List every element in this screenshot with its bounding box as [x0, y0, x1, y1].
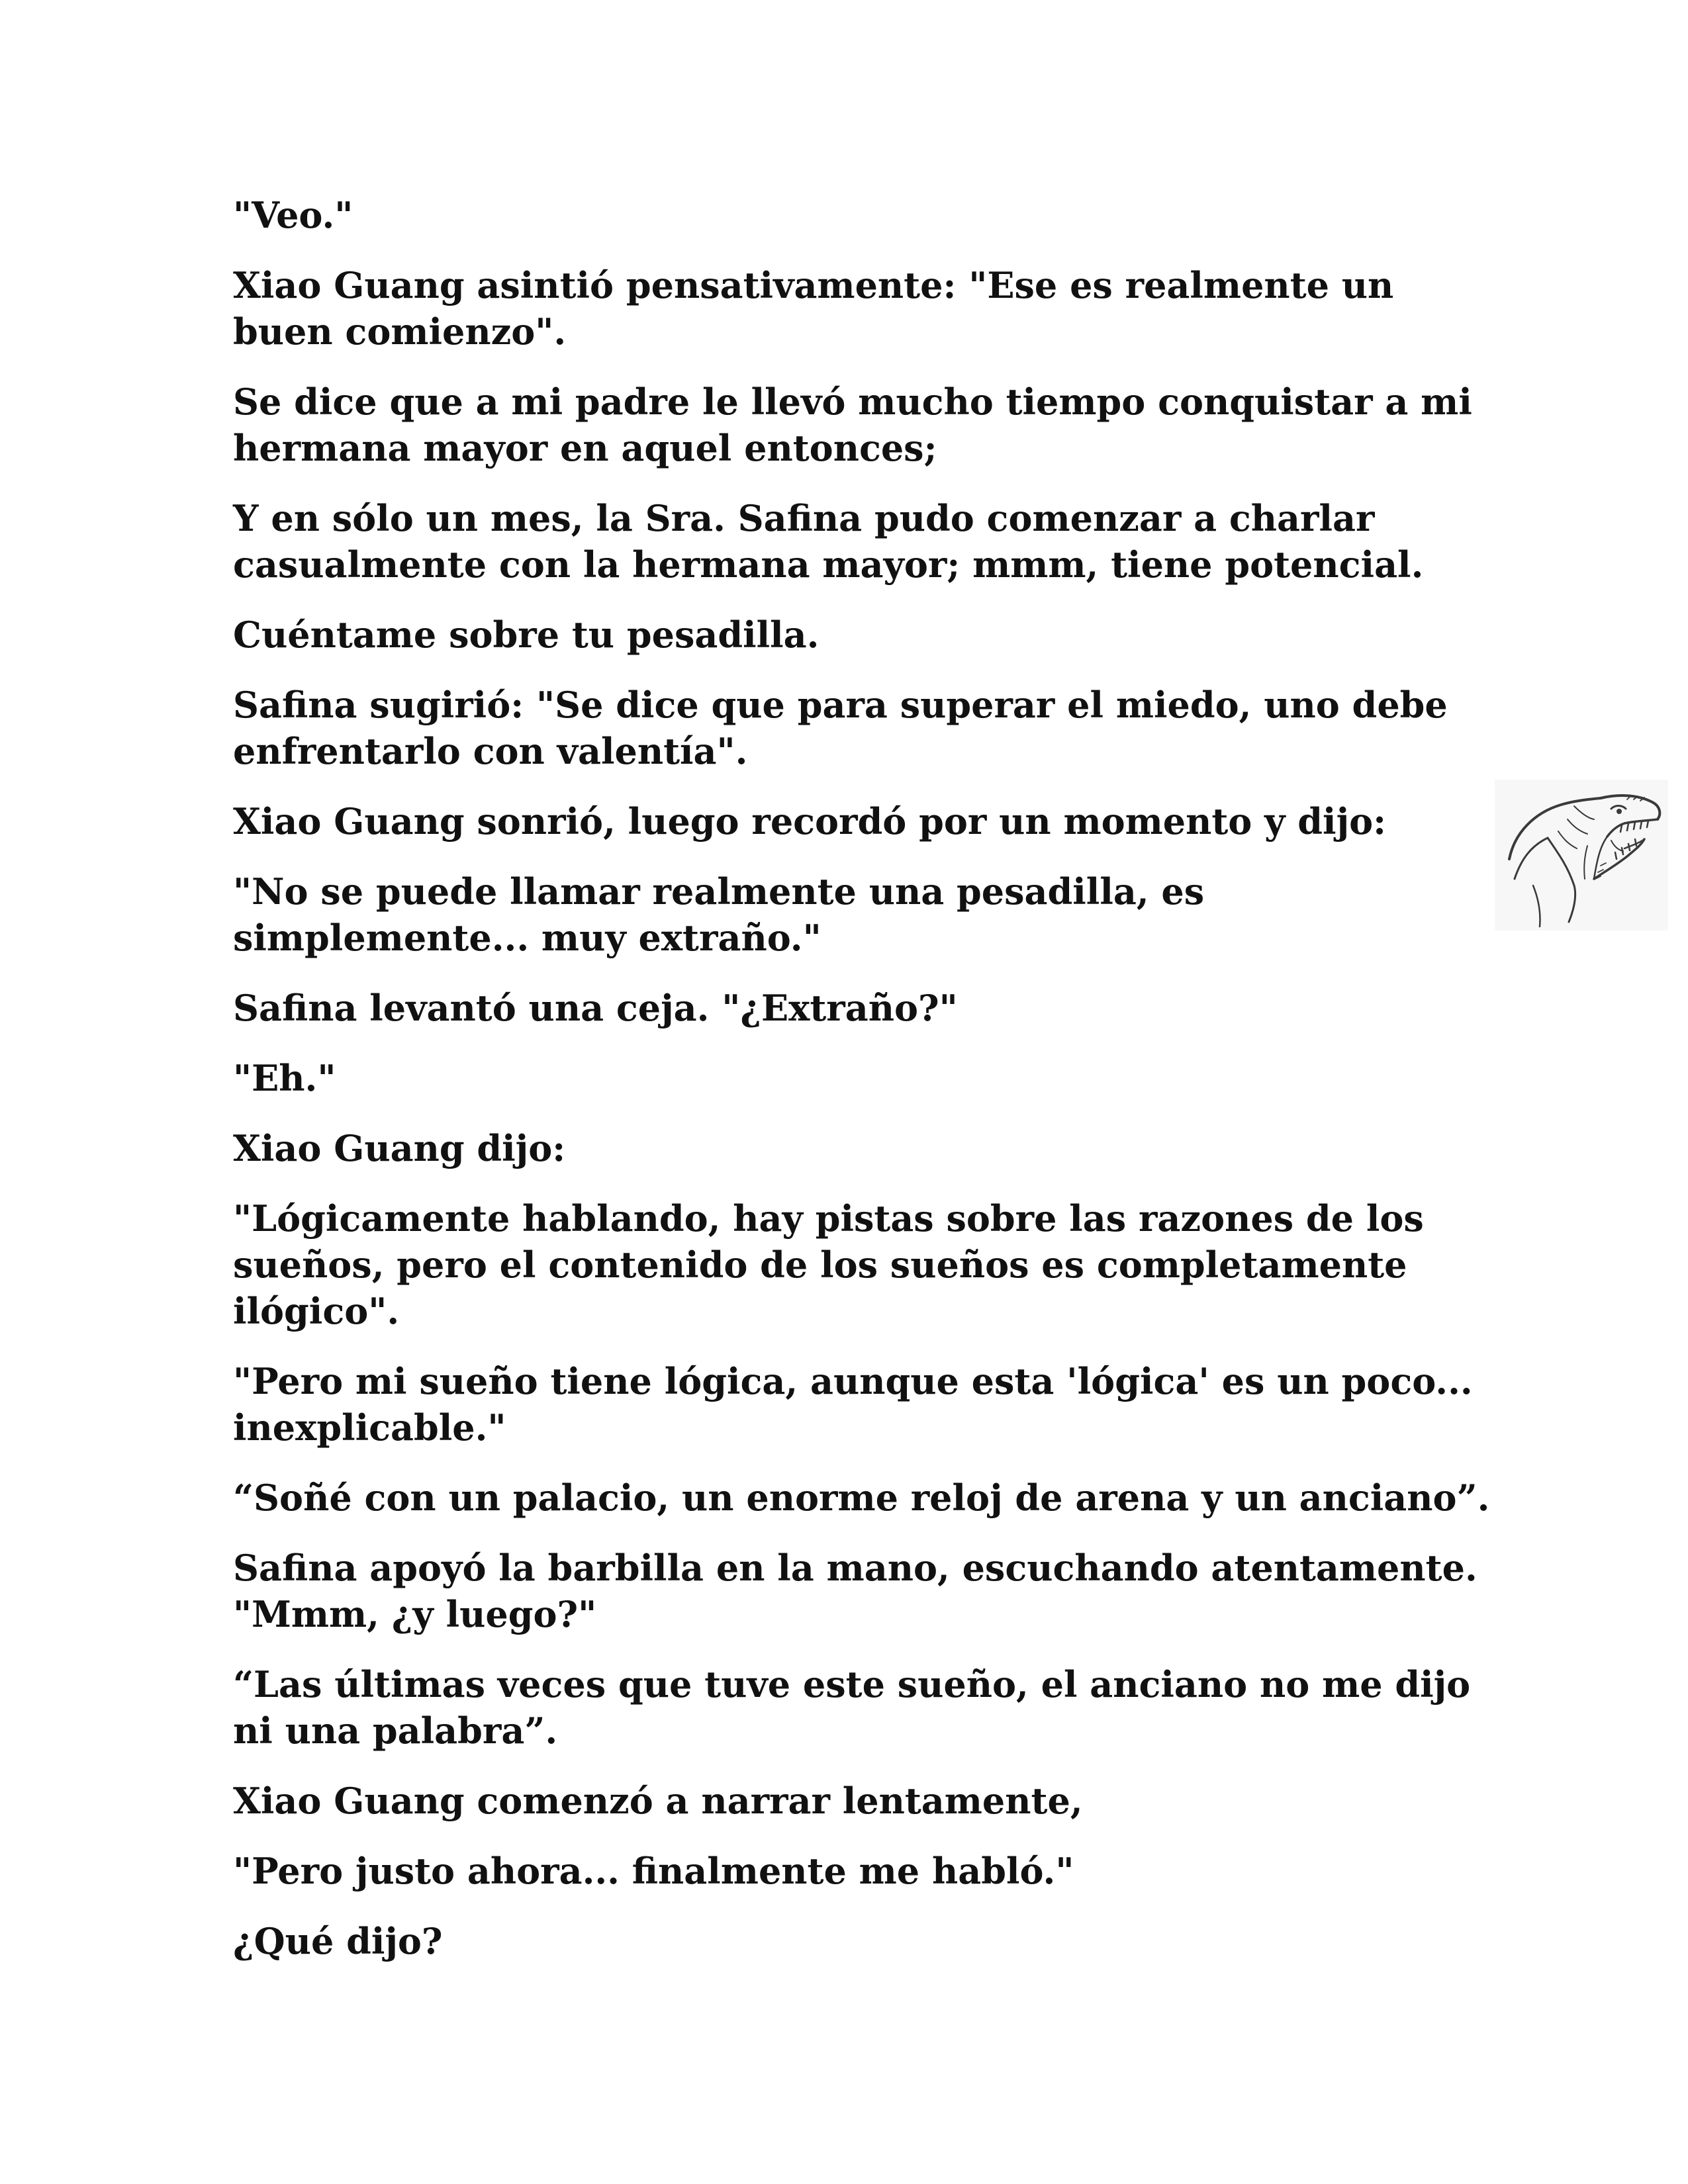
text-line: Xiao Guang sonrió, luego recordó por un momento y dijo:: [233, 800, 1387, 842]
paragraph: [233, 1125, 1464, 1171]
paragraph: [233, 1358, 1473, 1451]
paragraph: [233, 985, 1464, 1031]
text-line: enfrentarlo con valentía".: [233, 730, 748, 772]
paragraph: [233, 495, 1464, 588]
paragraph: [233, 1848, 1464, 1894]
text-line: Xiao Guang asintió pensativamente: "Ese es realmente un: [233, 264, 1394, 306]
paragraph: [233, 682, 1464, 774]
text-line: simplemente... muy extraño.": [233, 917, 821, 959]
text-line: "Lógicamente hablando, hay pistas sobre las razones de los: [233, 1197, 1424, 1240]
text-line: "Veo.": [233, 194, 353, 236]
text-line: Xiao Guang dijo:: [233, 1127, 566, 1169]
text-line: Safina levantó una ceja. "¿Extraño?": [233, 987, 958, 1029]
text-line: inexplicable.": [233, 1406, 506, 1449]
text-line: Se dice que a mi padre le llevó mucho tiempo conquistar a mi: [233, 381, 1472, 423]
text-line: casualmente con la hermana mayor; mmm, tiene potencial.: [233, 543, 1424, 586]
text-line: "Pero mi sueño tiene lógica, aunque esta 'lógica' es un poco...: [233, 1360, 1473, 1402]
text-line: buen comienzo".: [233, 310, 567, 353]
dinosaur-sketch-icon: [1495, 780, 1668, 931]
paragraph: [233, 1918, 1464, 1964]
paragraph: [233, 1195, 1464, 1334]
paragraph: [233, 798, 1464, 844]
text-line: “Soñé con un palacio, un enorme reloj de arena y un anciano”.: [233, 1477, 1490, 1519]
text-line: Y en sólo un mes, la Sra. Safina pudo comenzar a charlar: [233, 497, 1375, 539]
text-line: "Pero justo ahora... finalmente me habló.": [233, 1850, 1074, 1892]
paragraph: [233, 1055, 1464, 1101]
text-line: ilógico".: [233, 1290, 400, 1332]
text-line: "Eh.": [233, 1057, 336, 1099]
paragraph: [233, 1545, 1477, 1637]
paragraph: [233, 379, 1472, 471]
text-line: "No se puede llamar realmente una pesadilla, es: [233, 870, 1205, 913]
text-line: hermana mayor en aquel entonces;: [233, 427, 937, 469]
body-text: [233, 192, 1490, 1988]
text-line: Safina apoyó la barbilla en la mano, escuchando atentamente.: [233, 1547, 1477, 1589]
text-line: “Las últimas veces que tuve este sueño, el anciano no me dijo: [233, 1663, 1471, 1706]
paragraph: [233, 1778, 1464, 1824]
paragraph: [233, 1475, 1490, 1521]
text-line: sueños, pero el contenido de los sueños es completamente: [233, 1244, 1407, 1286]
text-line: ni una palabra”.: [233, 1709, 558, 1752]
text-line: Safina sugirió: "Se dice que para superar el miedo, uno debe: [233, 684, 1448, 726]
text-line: ¿Qué dijo?: [233, 1920, 443, 1962]
paragraph: [233, 1661, 1471, 1754]
paragraph: [233, 262, 1464, 355]
text-line: "Mmm, ¿y luego?": [233, 1593, 597, 1635]
text-line: Cuéntame sobre tu pesadilla.: [233, 614, 820, 656]
text-line: Xiao Guang comenzó a narrar lentamente,: [233, 1780, 1083, 1822]
paragraph: [233, 192, 1464, 238]
paragraph: [233, 868, 1464, 961]
paragraph: [233, 612, 1464, 658]
